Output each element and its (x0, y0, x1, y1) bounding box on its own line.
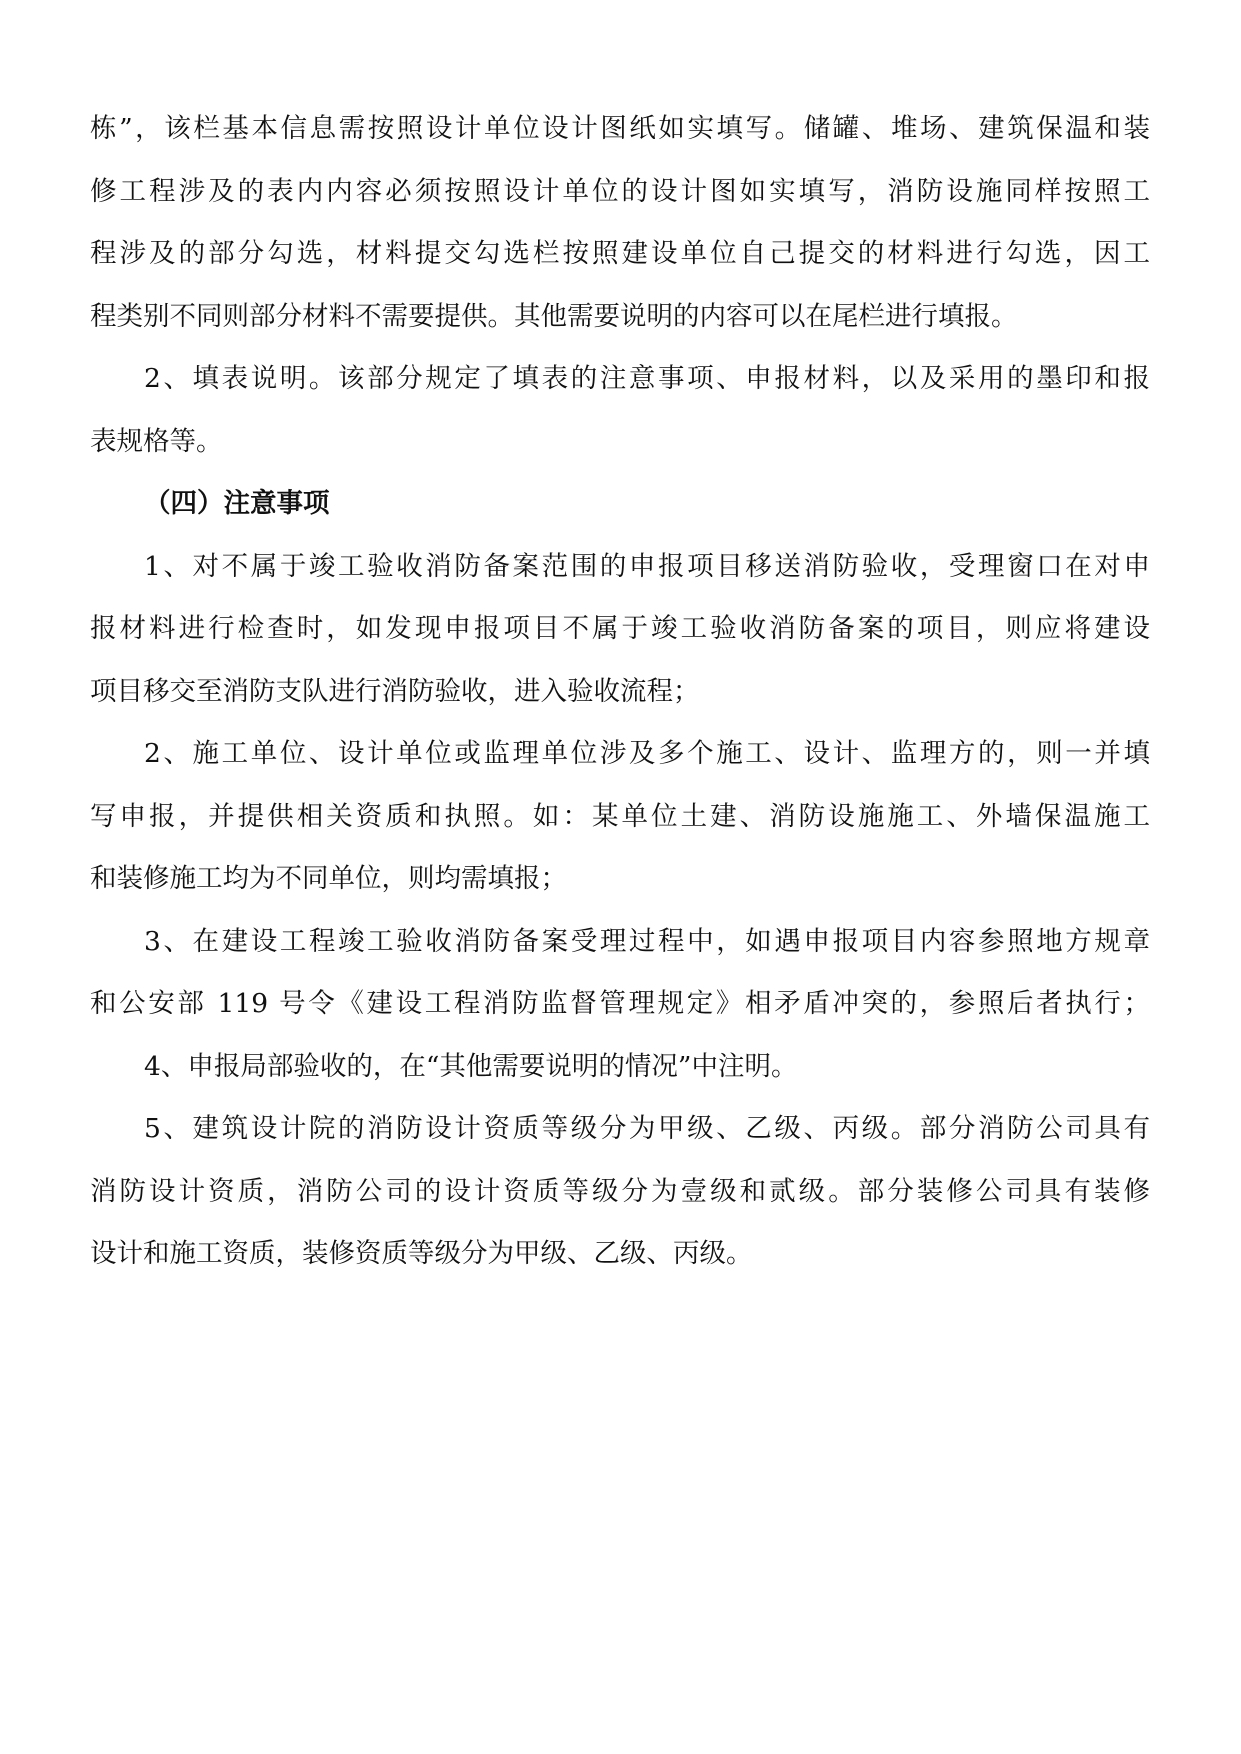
text-line: 3、在建设工程竣工验收消防备案受理过程中，如遇申报项目内容参照地方规章 (144, 925, 1150, 957)
text-line: 程涉及的部分勾选，材料提交勾选栏按照建设单位自己提交的材料进行勾选，因工 (90, 238, 1150, 269)
text-line: 2、施工单位、设计单位或监理单位涉及多个施工、设计、监理方的，则一并填 (144, 738, 1150, 769)
text-line: 项目移交至消防支队进行消防验收，进入验收流程； (90, 675, 700, 707)
text-line: 程类别不同则部分材料不需要提供。其他需要说明的内容可以在尾栏进行填报。 (90, 300, 1018, 332)
text-line: 和公安部 119 号令《建设工程消防监督管理规定》相矛盾冲突的，参照后者执行； (90, 988, 1150, 1019)
text-line: 栋”，该栏基本信息需按照设计单位设计图纸如实填写。储罐、堆场、建筑保温和装 (90, 113, 1150, 144)
text-line: 修工程涉及的表内内容必须按照设计单位的设计图如实填写，消防设施同样按照工 (90, 175, 1150, 207)
text-line: 设计和施工资质，装修资质等级分为甲级、乙级、丙级。 (90, 1238, 753, 1269)
section-heading: （四）注意事项 (144, 488, 330, 519)
text-line: 报材料进行检查时，如发现申报项目不属于竣工验收消防备案的项目，则应将建设 (90, 613, 1150, 644)
document-page (90, 98, 1150, 1286)
text-line: 和装修施工均为不同单位，则均需填报； (90, 863, 567, 894)
text-line: 2、填表说明。该部分规定了填表的注意事项、申报材料，以及采用的墨印和报 (144, 363, 1150, 394)
text-line: 5、建筑设计院的消防设计资质等级分为甲级、乙级、丙级。部分消防公司具有 (144, 1113, 1150, 1144)
text-line: 写申报，并提供相关资质和执照。如：某单位土建、消防设施施工、外墙保温施工 (90, 800, 1150, 832)
text-line: 1、对不属于竣工验收消防备案范围的申报项目移送消防验收，受理窗口在对申 (144, 550, 1150, 582)
text-line: 消防设计资质，消防公司的设计资质等级分为壹级和贰级。部分装修公司具有装修 (90, 1175, 1150, 1207)
text-line: 表规格等。 (90, 425, 223, 457)
text-line: 4、申报局部验收的，在“其他需要说明的情况”中注明。 (144, 1050, 798, 1082)
